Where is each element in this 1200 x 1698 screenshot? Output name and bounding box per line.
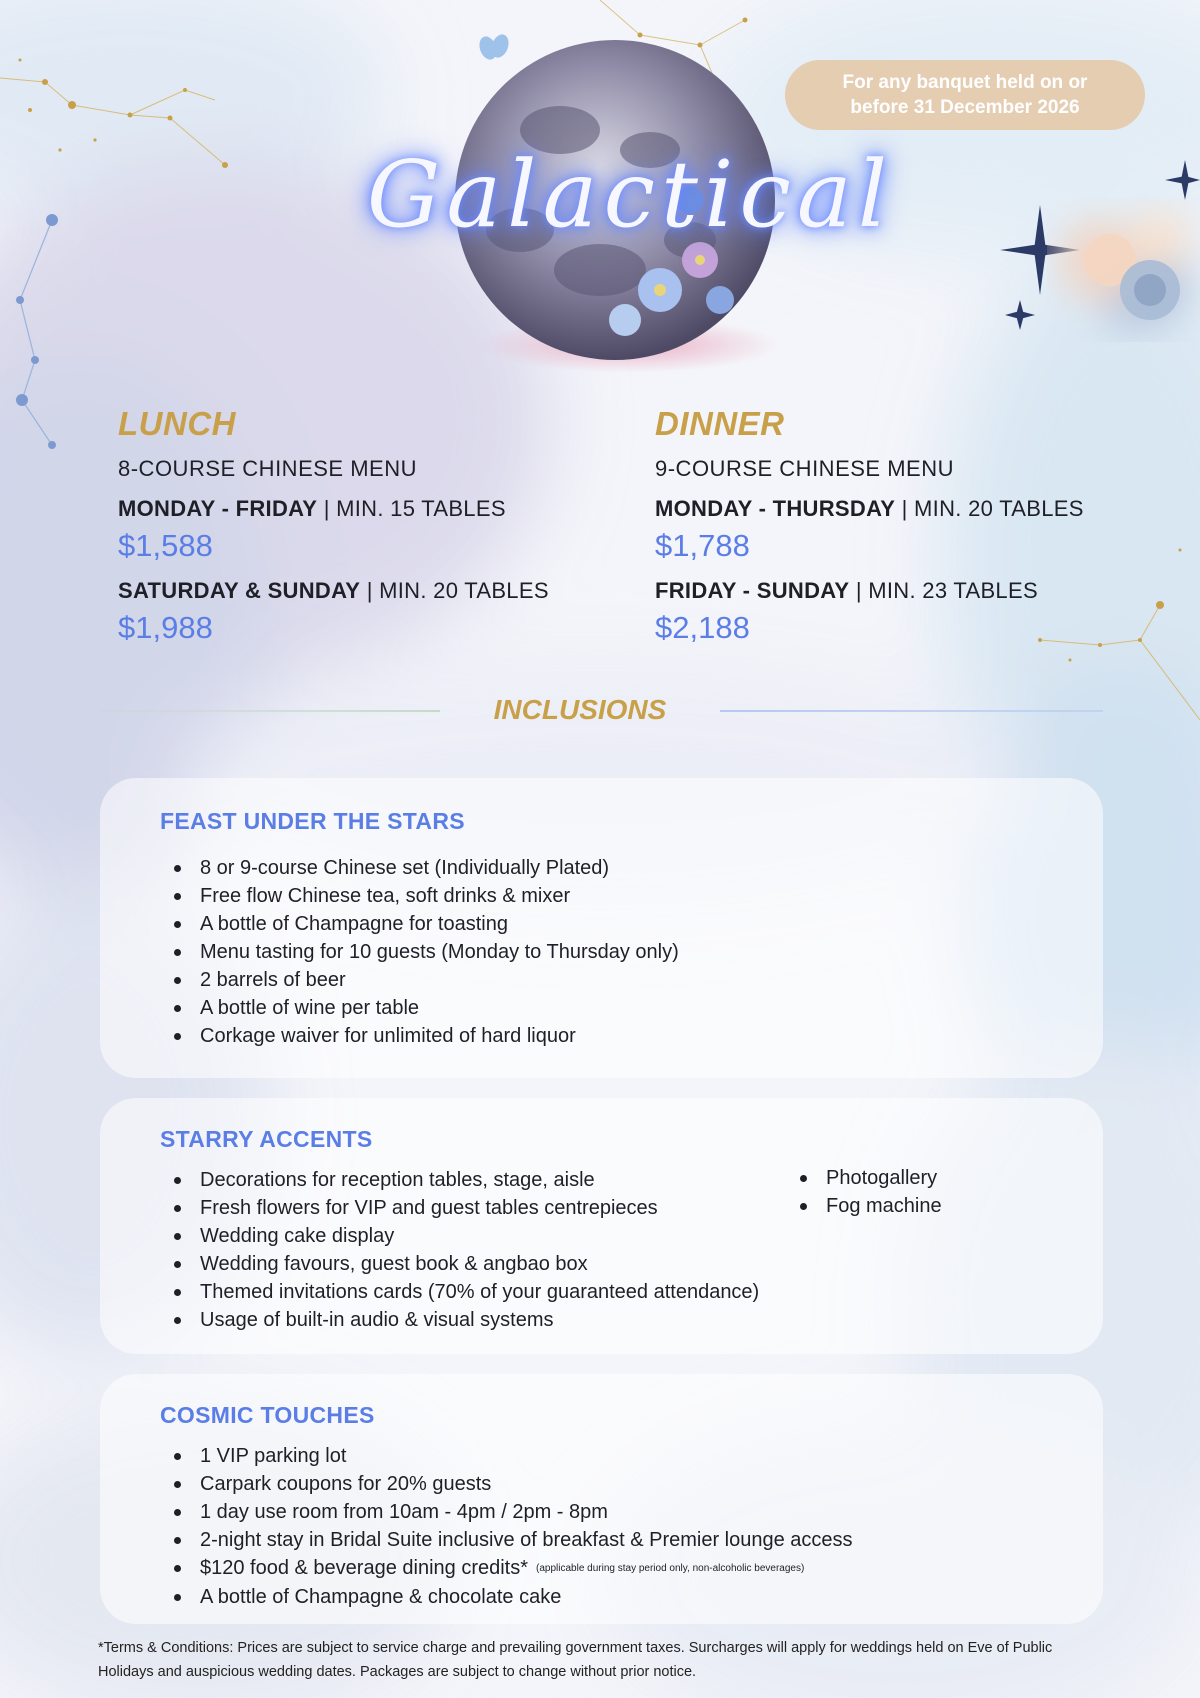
list-item: Wedding favours, guest book & angbao box xyxy=(166,1250,759,1278)
inclusions-heading: INCLUSIONS xyxy=(493,694,667,725)
lunch-package xyxy=(118,400,618,648)
dining-credits-note: (applicable during stay period only, non-alcoholic beverages) xyxy=(536,1562,805,1574)
lunch-price-weekend: $1,988 xyxy=(118,610,213,645)
list-item: Corkage waiver for unlimited of hard liquor xyxy=(166,1022,679,1050)
list-item: Fresh flowers for VIP and guest tables centrepieces xyxy=(166,1194,759,1222)
inclusions-header xyxy=(100,690,1103,730)
rate-days: MONDAY - FRIDAY xyxy=(118,496,318,521)
rate-min-tables: | MIN. 20 TABLES xyxy=(360,578,549,603)
list-item: A bottle of Champagne for toasting xyxy=(166,910,679,938)
rate-days: SATURDAY & SUNDAY xyxy=(118,578,361,603)
dinner-package xyxy=(655,400,1155,648)
dinner-price-weekday: $1,788 xyxy=(655,528,750,563)
package-title: Galactical xyxy=(366,141,894,248)
list-item: Wedding cake display xyxy=(166,1222,759,1250)
lunch-rate-weekend xyxy=(118,576,618,606)
promo-validity-text: For any banquet held on or before 31 December 2026 xyxy=(842,72,1088,118)
inclusion-list xyxy=(166,1442,853,1611)
list-item: Fog machine xyxy=(792,1192,942,1220)
rate-min-tables: | MIN. 20 TABLES xyxy=(895,496,1084,521)
list-item xyxy=(166,1554,853,1583)
divider-right xyxy=(720,710,1103,712)
list-item: 2 barrels of beer xyxy=(166,966,679,994)
inclusion-list xyxy=(166,1166,759,1334)
rate-min-tables: | MIN. 15 TABLES xyxy=(317,496,506,521)
dinner-price-weekend: $2,188 xyxy=(655,610,750,645)
rate-days: FRIDAY - SUNDAY xyxy=(655,578,850,603)
lunch-rate-weekday xyxy=(118,494,618,524)
list-item: 1 day use room from 10am - 4pm / 2pm - 8pm xyxy=(166,1498,853,1526)
dinner-rate-weekday xyxy=(655,494,1155,524)
list-item: Themed invitations cards (70% of your guaranteed attendance) xyxy=(166,1278,759,1306)
dinner-heading: DINNER xyxy=(655,405,785,442)
terms-and-conditions: *Terms & Conditions: Prices are subject to service charge and prevailing government taxes. Surcharges will apply for weddings held on Eve of Public Holidays and auspicious wedding dates. Packages are subject to change without prior notice. xyxy=(98,1640,1053,1680)
inclusion-list-secondary xyxy=(792,1164,942,1220)
list-item: Menu tasting for 10 guests (Monday to Thursday only) xyxy=(166,938,679,966)
section-title: STARRY ACCENTS xyxy=(160,1126,373,1152)
inclusion-card-starry xyxy=(100,1098,1103,1354)
rate-min-tables: | MIN. 23 TABLES xyxy=(849,578,1038,603)
divider-left xyxy=(100,710,440,712)
promo-validity-badge xyxy=(785,60,1145,130)
list-item: Usage of built-in audio & visual systems xyxy=(166,1306,759,1334)
inclusion-card-feast xyxy=(100,778,1103,1078)
list-item: A bottle of wine per table xyxy=(166,994,679,1022)
list-item: Free flow Chinese tea, soft drinks & mixer xyxy=(166,882,679,910)
list-item: Carpark coupons for 20% guests xyxy=(166,1470,853,1498)
lunch-price-weekday: $1,588 xyxy=(118,528,213,563)
rate-days: MONDAY - THURSDAY xyxy=(655,496,896,521)
section-title: FEAST UNDER THE STARS xyxy=(160,808,465,834)
inclusion-card-cosmic xyxy=(100,1374,1103,1624)
list-item: A bottle of Champagne & chocolate cake xyxy=(166,1583,853,1611)
list-item: 1 VIP parking lot xyxy=(166,1442,853,1470)
list-item: Photogallery xyxy=(792,1164,942,1192)
list-item: Decorations for reception tables, stage, aisle xyxy=(166,1166,759,1194)
list-item: 2-night stay in Bridal Suite inclusive of breakfast & Premier lounge access xyxy=(166,1526,853,1554)
section-title: COSMIC TOUCHES xyxy=(160,1402,375,1428)
inclusion-list xyxy=(166,854,679,1050)
lunch-menu-type: 8-COURSE CHINESE MENU xyxy=(118,456,417,481)
dinner-menu-type: 9-COURSE CHINESE MENU xyxy=(655,456,954,481)
lunch-heading: LUNCH xyxy=(118,405,236,442)
list-item: 8 or 9-course Chinese set (Individually Plated) xyxy=(166,854,679,882)
dining-credits-text: $120 food & beverage dining credits* xyxy=(200,1557,529,1579)
dinner-rate-weekend xyxy=(655,576,1155,606)
